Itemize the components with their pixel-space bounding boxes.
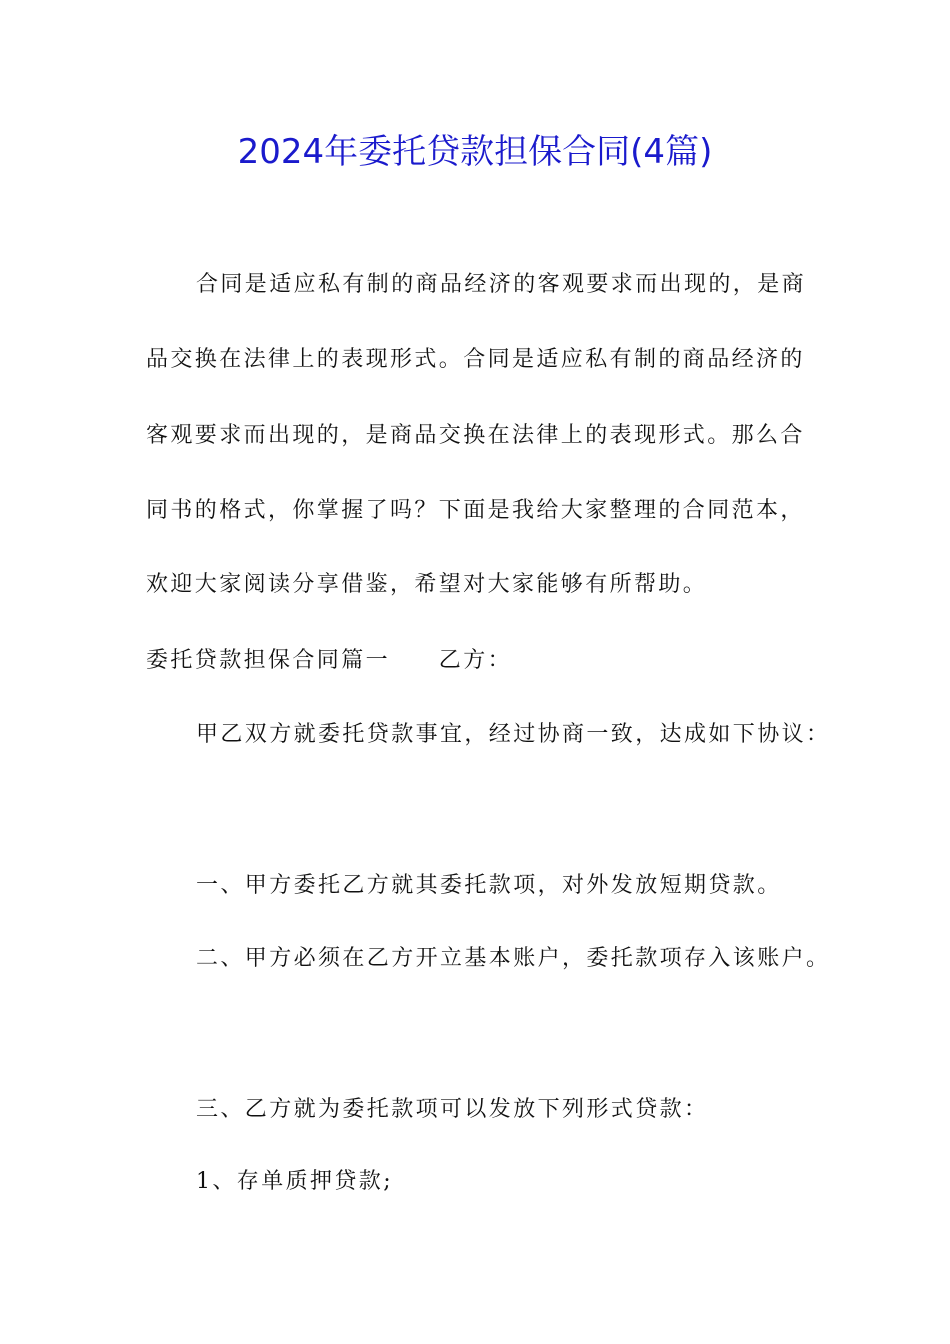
clause-3: 三、乙方就为委托款项可以发放下列形式贷款： — [196, 1097, 709, 1122]
intro-line-5: 欢迎大家阅读分享借鉴，希望对大家能够有所帮助。 — [146, 572, 708, 597]
clause-2: 二、甲方必须在乙方开立基本账户，委托款项存入该账户。 — [196, 946, 831, 971]
intro-line-4: 同书的格式，你掌握了吗？下面是我给大家整理的合同范本， — [146, 498, 805, 523]
agreement-intro: 甲乙双方就委托贷款事宜，经过协商一致，达成如下协议： — [196, 722, 831, 747]
sub-item-1: 1、存单质押贷款; — [196, 1169, 394, 1194]
clause-1: 一、甲方委托乙方就其委托款项，对外发放短期贷款。 — [196, 873, 782, 898]
document-title: 2024年委托贷款担保合同(4篇) — [237, 132, 713, 172]
intro-line-2: 品交换在法律上的表现形式。合同是适应私有制的商品经济的 — [146, 347, 805, 372]
intro-line-1: 合同是适应私有制的商品经济的客观要求而出现的，是商 — [196, 272, 807, 297]
section-heading: 委托贷款担保合同篇一 乙方： — [146, 648, 513, 673]
intro-line-3: 客观要求而出现的，是商品交换在法律上的表现形式。那么合 — [146, 423, 805, 448]
